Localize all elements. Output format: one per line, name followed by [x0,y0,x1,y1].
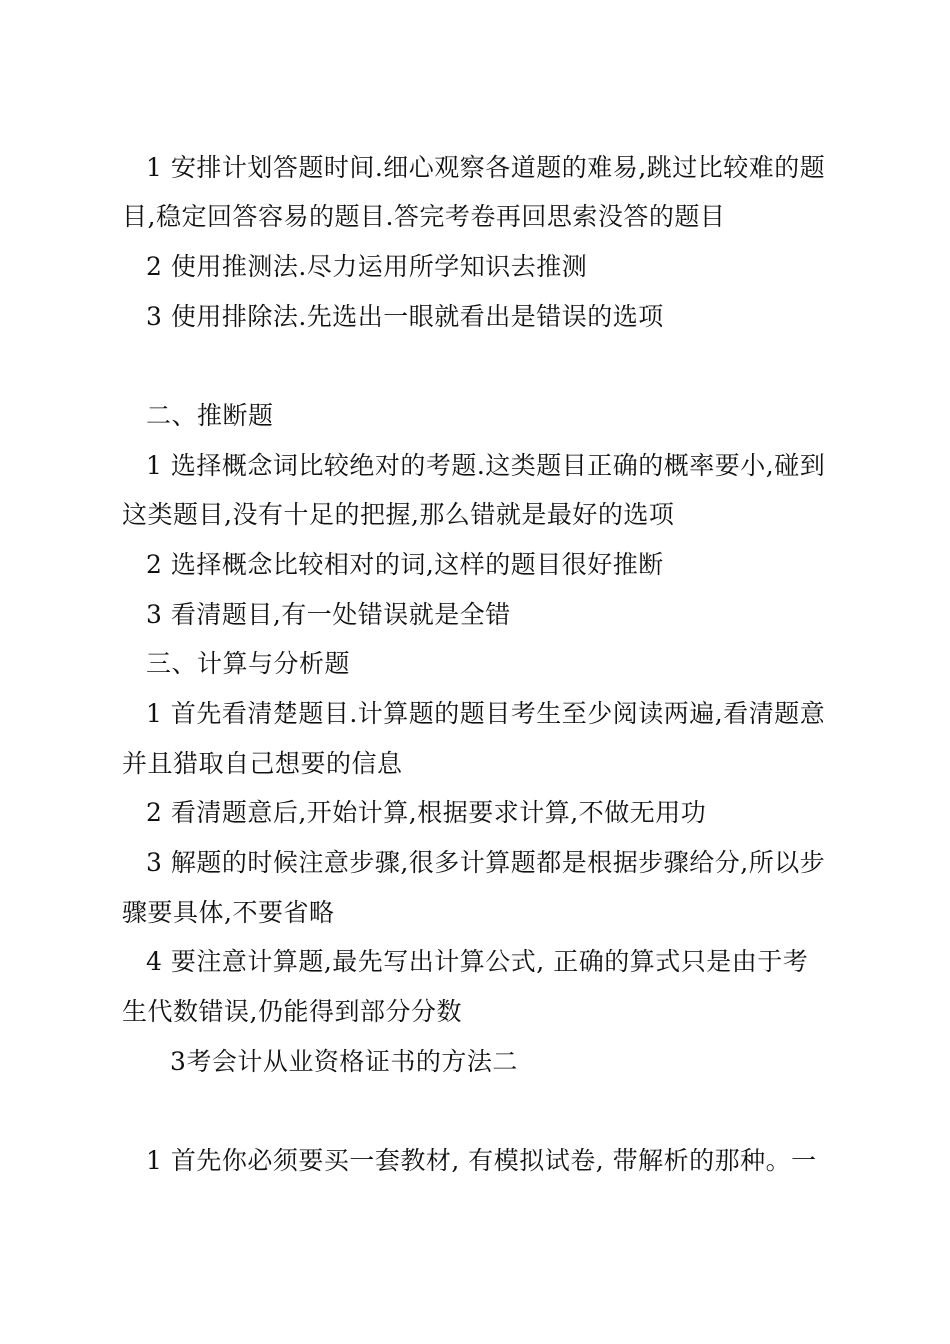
section-heading: 3考会计从业资格证书的方法二 [170,1047,518,1076]
paragraph-line: 4 要注意计算题,最先写出计算公式, 正确的算式只是由于考 [146,947,809,976]
paragraph-line: 1 选择概念词比较绝对的考题.这类题目正确的概率要小,碰到 [146,451,826,480]
paragraph-line: 1 首先你必须要买一套教材, 有模拟试卷, 带解析的那种。一 [146,1146,817,1175]
paragraph-line: 生代数错误,仍能得到部分分数 [122,997,462,1026]
paragraph-line: 2 使用推测法.尽力运用所学知识去推测 [146,252,588,281]
paragraph-line: 3 使用排除法.先选出一眼就看出是错误的选项 [146,302,664,331]
paragraph-line: 2 选择概念比较相对的词,这样的题目很好推断 [146,550,664,579]
paragraph-line: 这类题目,没有十足的把握,那么错就是最好的选项 [122,500,675,529]
paragraph-line: 3 看清题目,有一处错误就是全错 [146,600,511,629]
paragraph-line: 1 安排计划答题时间.细心观察各道题的难易,跳过比较难的题 [146,153,826,182]
paragraph-line: 1 首先看清楚题目.计算题的题目考生至少阅读两遍,看清题意 [146,699,826,728]
paragraph-line: 目,稳定回答容易的题目.答完考卷再回思索没答的题目 [122,202,726,231]
paragraph-line: 并且猎取自己想要的信息 [122,749,403,778]
paragraph-line: 骤要具体,不要省略 [122,898,335,927]
section-heading: 二、推断题 [146,401,274,430]
section-heading: 三、计算与分析题 [146,649,351,678]
paragraph-line: 3 解题的时候注意步骤,很多计算题都是根据步骤给分,所以步 [146,848,826,877]
paragraph-line: 2 看清题意后,开始计算,根据要求计算,不做无用功 [146,798,707,827]
